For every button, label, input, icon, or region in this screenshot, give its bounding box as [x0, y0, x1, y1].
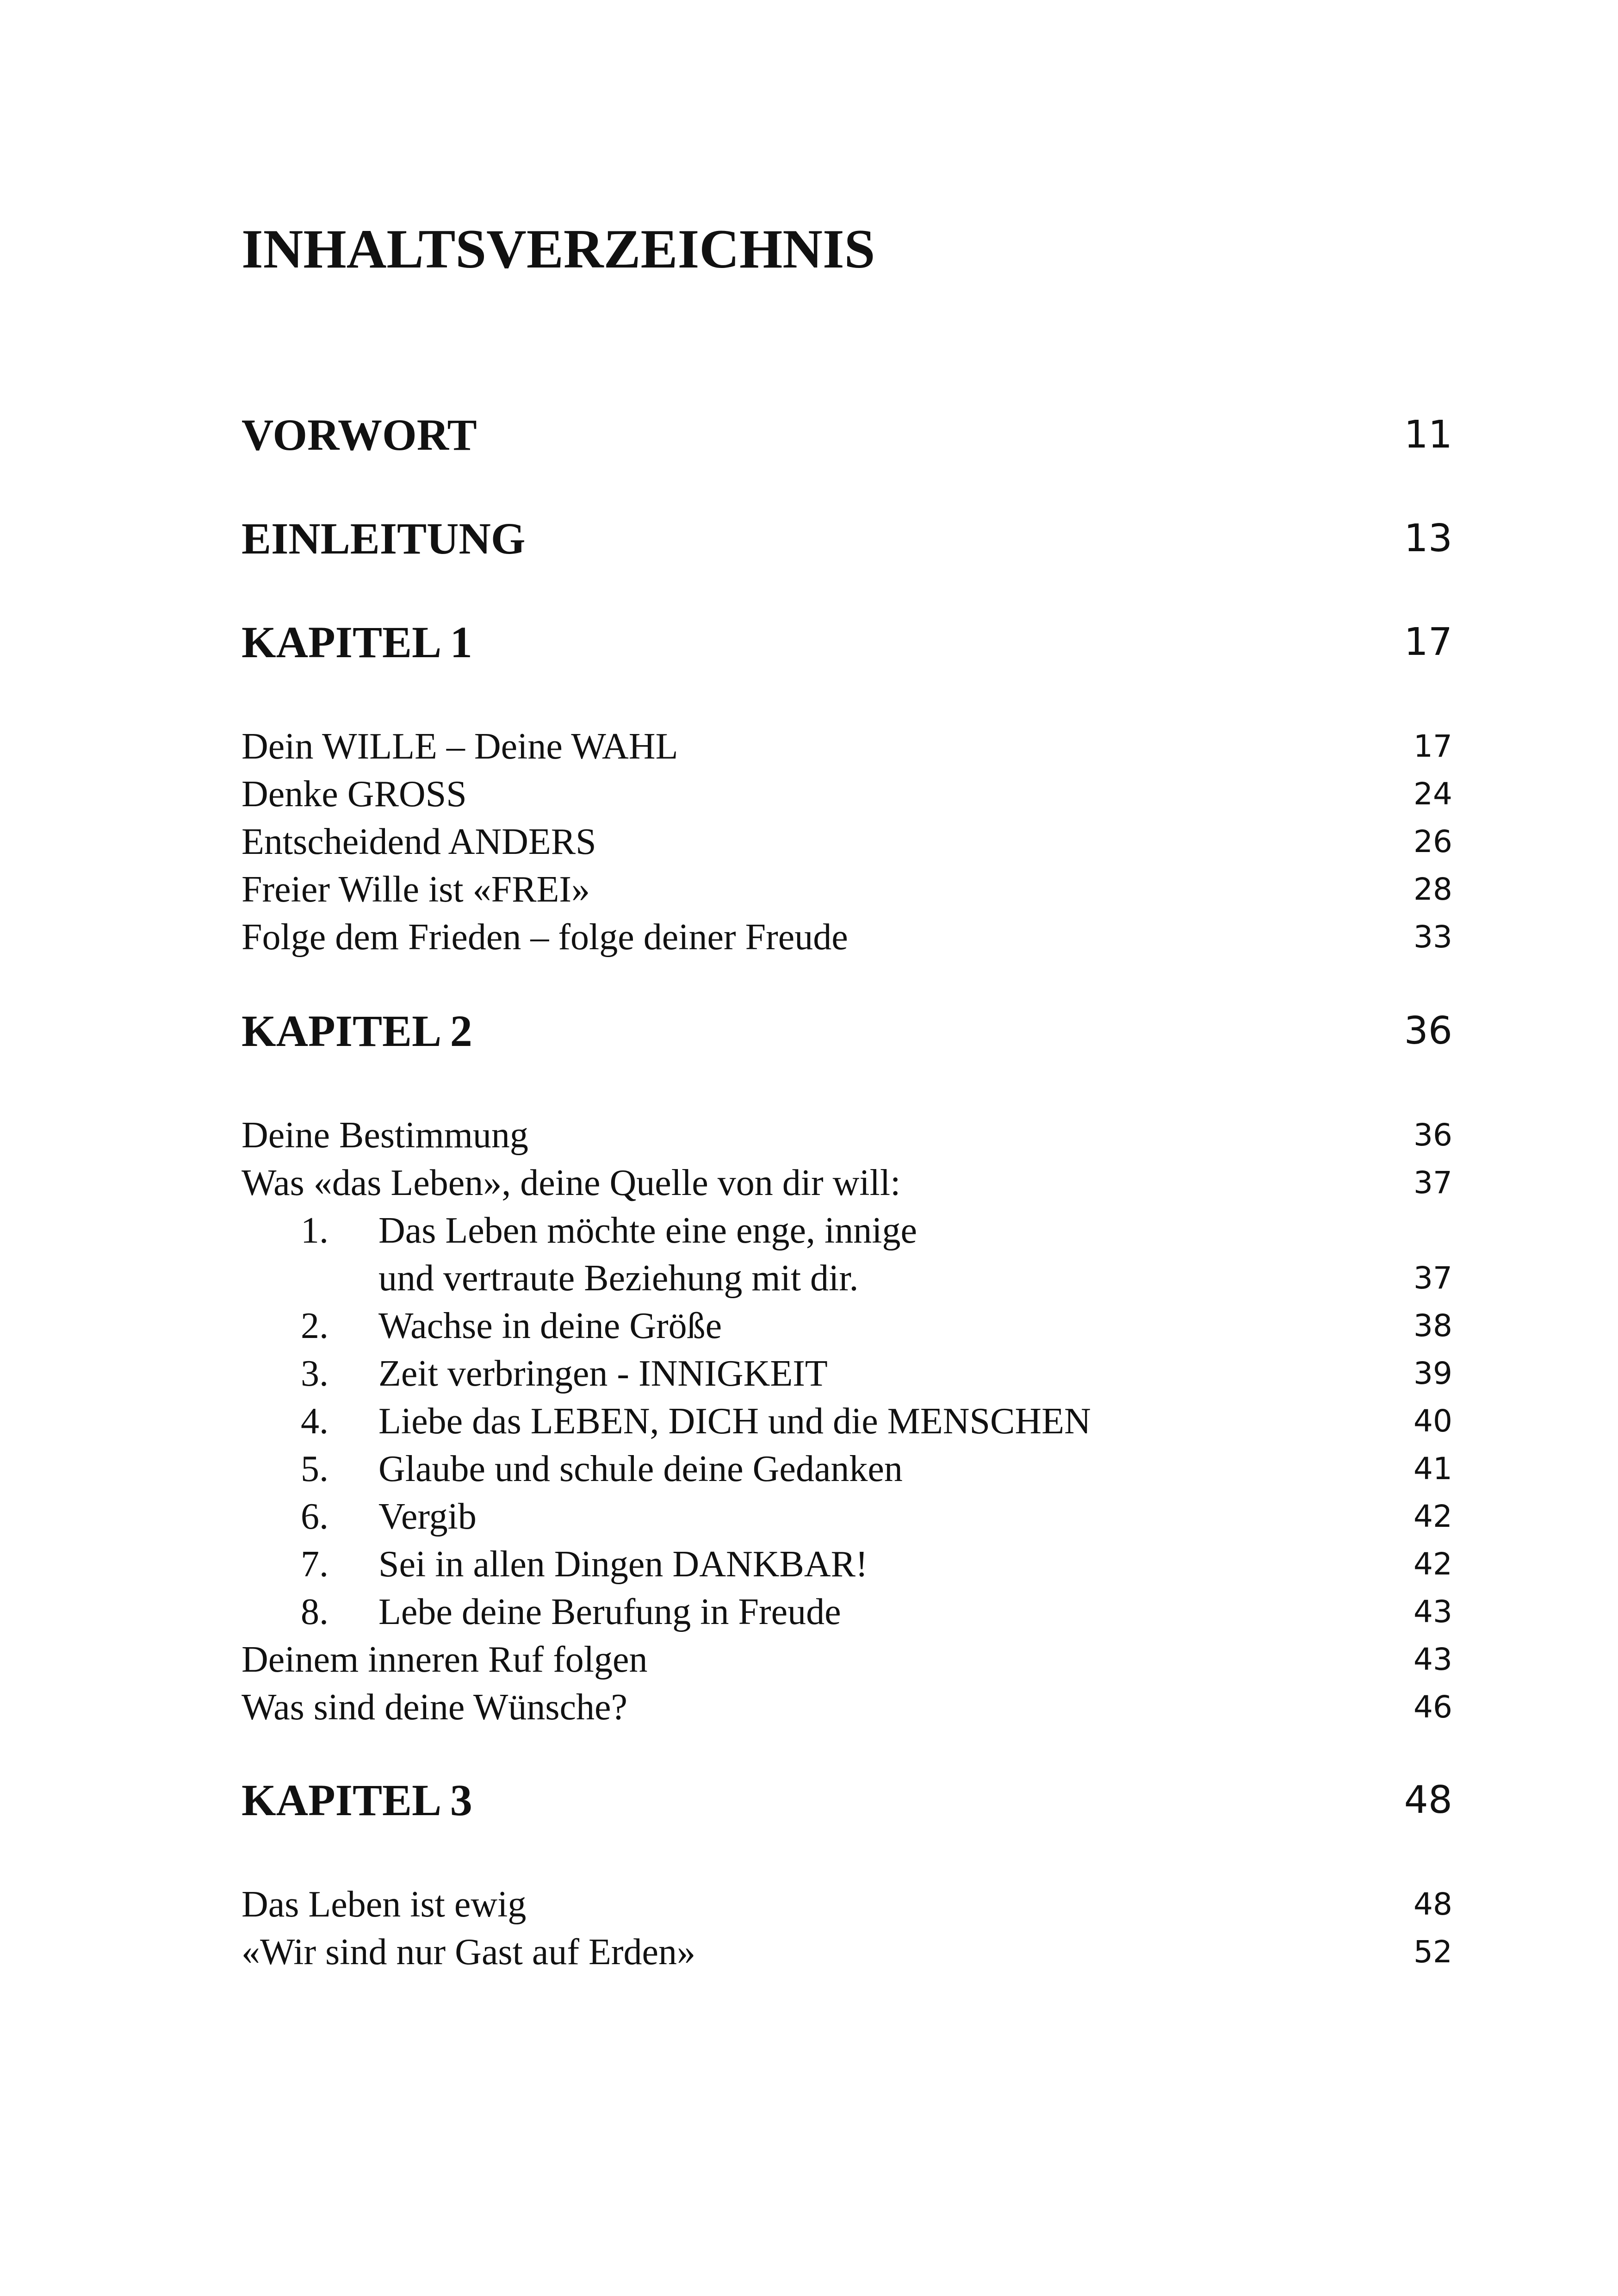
toc-entry-text: Was «das Leben», deine Quelle von dir will:: [242, 1163, 901, 1203]
toc-entry: [242, 821, 1452, 863]
toc-entry-page: 43: [1413, 1642, 1452, 1677]
toc-entry-text: Entscheidend ANDERS: [242, 821, 596, 862]
toc-entry-text: Zeit verbringen - INNIGKEIT: [378, 1353, 828, 1394]
toc-entry-text: Was sind deine Wünsche?: [242, 1687, 628, 1728]
toc-entry-text: Vergib: [378, 1496, 477, 1537]
toc-entry: [242, 869, 1452, 910]
toc-entry: [242, 1162, 1452, 1204]
toc-subentry: [242, 1591, 1452, 1633]
toc-entry-text: «Wir sind nur Gast auf Erden»: [242, 1932, 695, 1972]
toc-subentry-number: 7.: [301, 1544, 329, 1585]
toc-entry-page: 24: [1413, 776, 1452, 812]
toc-entry-text: Freier Wille ist «FREI»: [242, 869, 590, 910]
toc-entry-page: 48: [1404, 1778, 1452, 1822]
toc-entry-page: 33: [1413, 919, 1452, 955]
toc-entry: [242, 1686, 1452, 1728]
toc-subentry-number: 5.: [301, 1449, 329, 1489]
toc-entry: [242, 1884, 1452, 1925]
toc-entry: [242, 1114, 1452, 1156]
toc-entry-page: 36: [1413, 1117, 1452, 1153]
toc-entry-vorwort: [242, 412, 1452, 458]
toc-entry-text: VORWORT: [242, 410, 477, 460]
toc-entry: [242, 1931, 1452, 1973]
toc-entry-page: 40: [1413, 1403, 1452, 1439]
toc-entry-page: 26: [1413, 824, 1452, 859]
toc-entry-page: 42: [1413, 1546, 1452, 1582]
toc-entry-text: Denke GROSS: [242, 774, 467, 815]
toc-entry: [242, 726, 1452, 767]
toc-entry-text: Das Leben möchte eine enge, innige: [378, 1210, 917, 1251]
toc-entry-page: 17: [1404, 620, 1452, 664]
toc-chapter-2: [242, 1008, 1452, 1054]
toc-entry: [242, 773, 1452, 815]
toc-entry-text: Dein WILLE – Deine WAHL: [242, 726, 678, 767]
toc-entry-page: 39: [1413, 1356, 1452, 1391]
toc-subentry: [242, 1448, 1452, 1490]
toc-entry-text: Folge dem Frieden – folge deiner Freude: [242, 917, 848, 958]
toc-entry: [242, 916, 1452, 958]
toc-entry-einleitung: [242, 516, 1452, 562]
toc-subentry-number: 1.: [301, 1210, 329, 1251]
toc-entry-text: Das Leben ist ewig: [242, 1884, 527, 1925]
toc-subentry: [242, 1543, 1452, 1585]
toc-entry-text: Glaube und schule deine Gedanken: [378, 1449, 903, 1489]
toc-entry-page: 37: [1413, 1165, 1452, 1201]
toc-entry-page: 11: [1404, 413, 1452, 457]
page-title: INHALTSVERZEICHNIS: [242, 218, 875, 280]
toc-entry-page: 17: [1413, 728, 1452, 764]
toc-chapter-1: [242, 619, 1452, 666]
toc-chapter-3: [242, 1777, 1452, 1823]
toc-subentry: [242, 1400, 1452, 1442]
toc-entry-page: 46: [1413, 1689, 1452, 1725]
toc-entry-page: 41: [1413, 1451, 1452, 1487]
toc-subentry-continuation: [242, 1257, 1452, 1299]
toc-entry-text: und vertraute Beziehung mit dir.: [378, 1258, 859, 1299]
toc-entry-text: Wachse in deine Größe: [378, 1306, 722, 1346]
toc-subentry-number: 6.: [301, 1496, 329, 1537]
toc-subentry-number: 8.: [301, 1592, 329, 1632]
toc-subentry: [242, 1353, 1452, 1394]
toc-subentry: [242, 1496, 1452, 1537]
toc-entry: [242, 1639, 1452, 1680]
toc-entry-text: KAPITEL 3: [242, 1775, 472, 1825]
toc-entry-text: Deine Bestimmung: [242, 1115, 528, 1156]
toc-entry-page: 28: [1413, 871, 1452, 907]
toc-entry-text: KAPITEL 1: [242, 617, 472, 667]
toc-entry-page: 48: [1413, 1886, 1452, 1922]
toc-entry-page: 36: [1404, 1009, 1452, 1053]
toc-entry-page: 43: [1413, 1594, 1452, 1630]
toc-subentry-number: 2.: [301, 1306, 329, 1346]
toc-entry-page: 52: [1413, 1934, 1452, 1970]
toc-subentry-number: 3.: [301, 1353, 329, 1394]
toc-entry-page: 42: [1413, 1499, 1452, 1534]
toc-entry-page: 13: [1404, 516, 1452, 560]
toc-subentry-number: 4.: [301, 1401, 329, 1442]
toc-entry-text: KAPITEL 2: [242, 1006, 472, 1056]
toc-entry-text: Lebe deine Berufung in Freude: [378, 1592, 841, 1632]
toc-entry-text: Sei in allen Dingen DANKBAR!: [378, 1544, 868, 1585]
toc-entry-text: Deinem inneren Ruf folgen: [242, 1639, 648, 1680]
toc-subentry: [242, 1305, 1452, 1347]
toc-entry-page: 37: [1413, 1260, 1452, 1296]
toc-subentry: [242, 1210, 1452, 1251]
toc-entry-page: 38: [1413, 1308, 1452, 1344]
toc-entry-text: Liebe das LEBEN, DICH und die MENSCHEN: [378, 1401, 1091, 1442]
toc-entry-text: EINLEITUNG: [242, 514, 526, 563]
